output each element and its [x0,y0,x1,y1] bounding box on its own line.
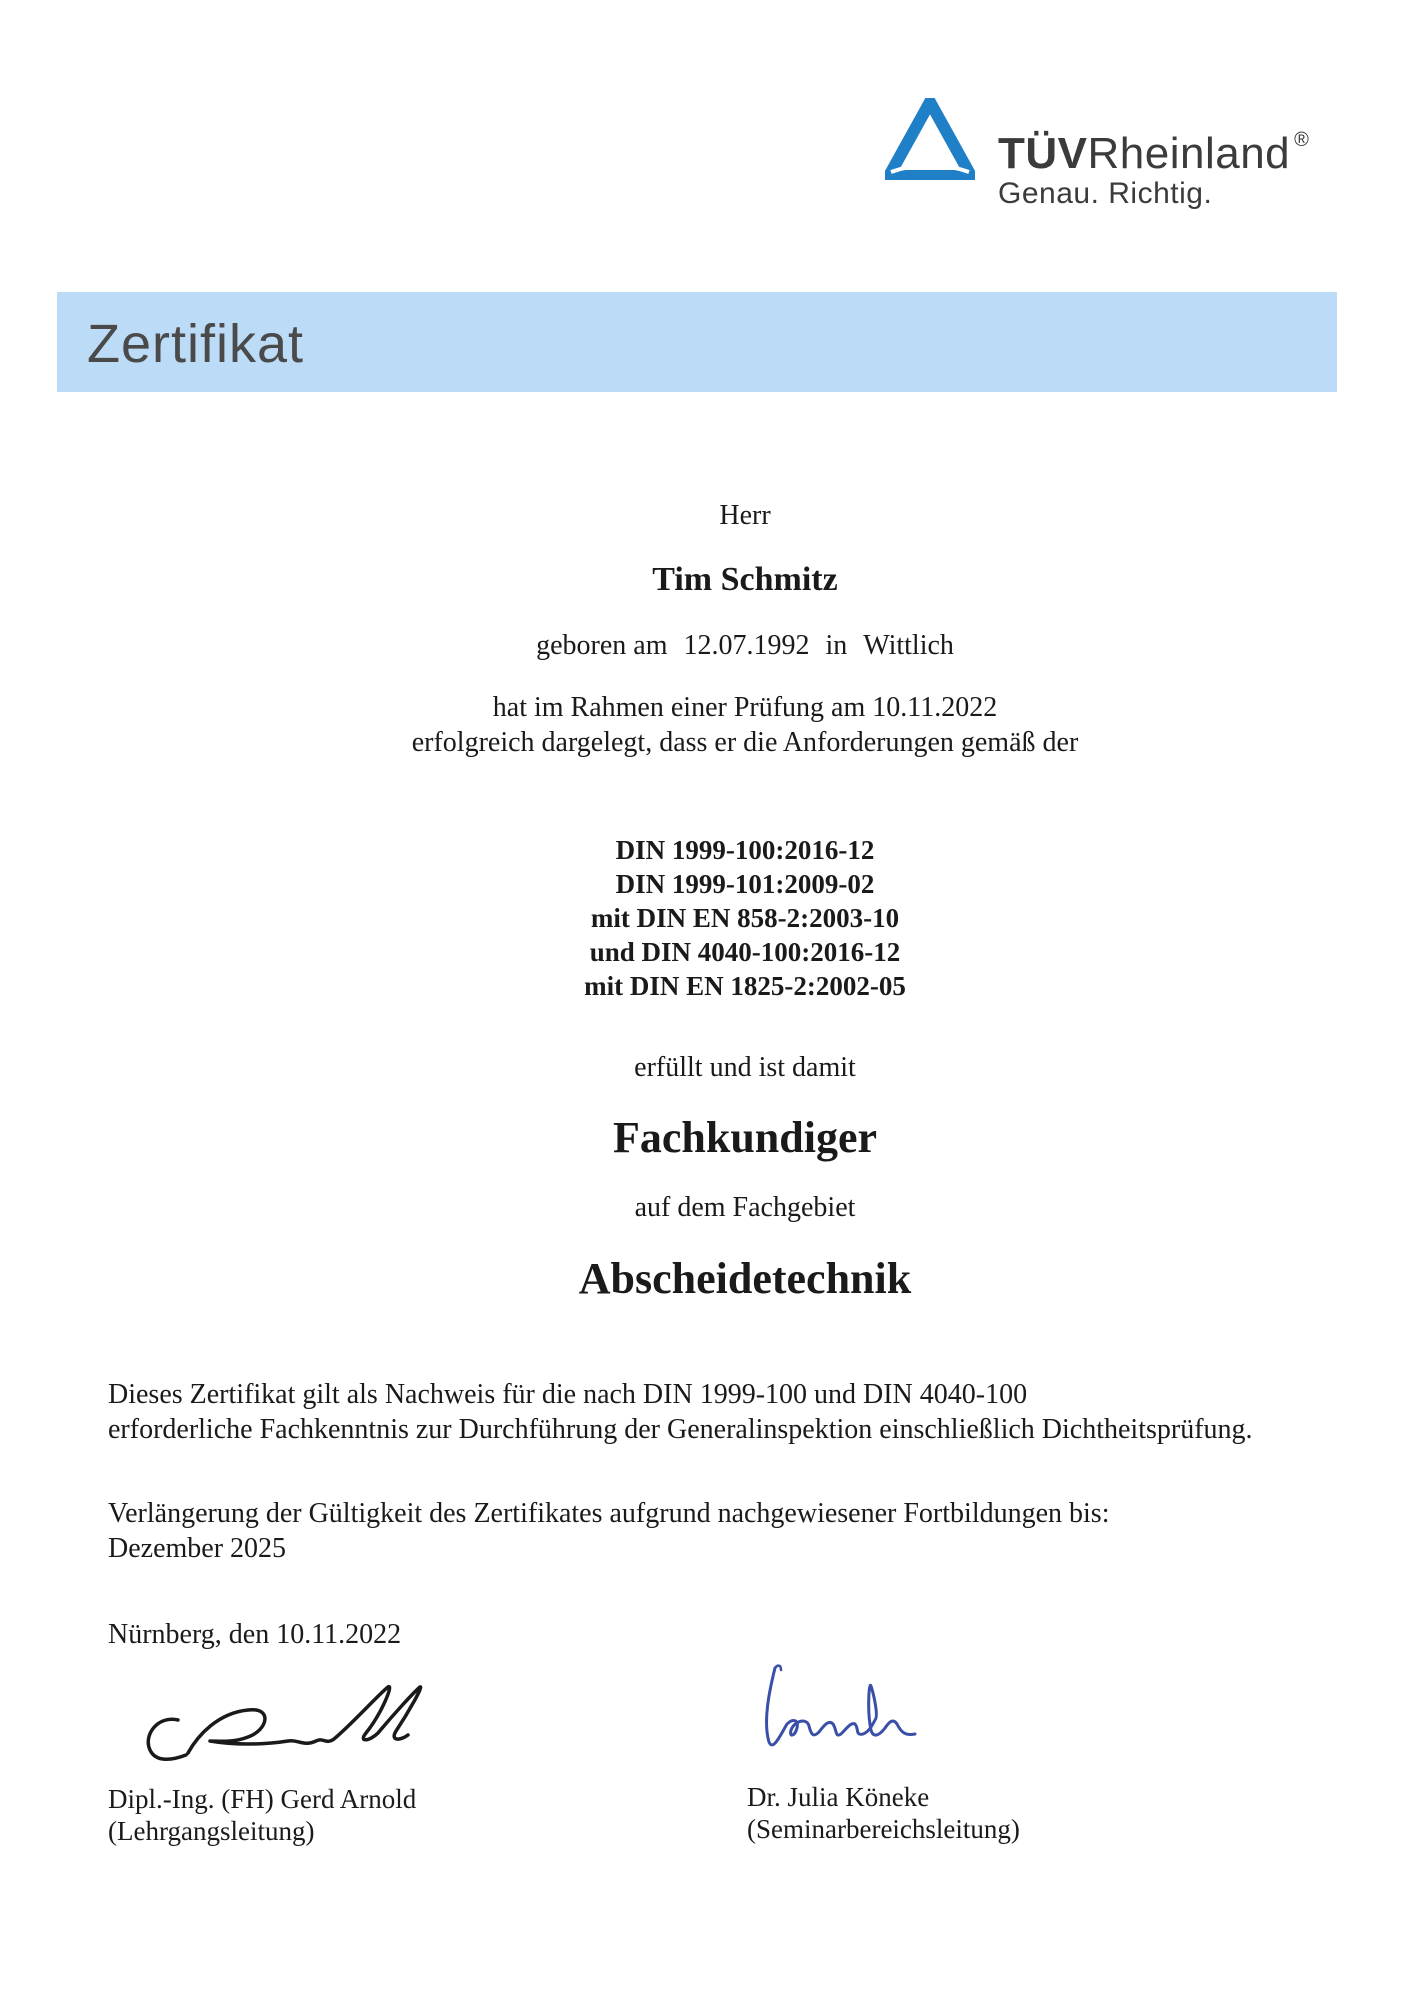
qualification-title: Fachkundiger [612,1113,878,1162]
place-date: Nürnberg, den 10.11.2022 [108,1619,402,1650]
field-label: auf dem Fachgebiet [634,1192,856,1223]
logo-wordmark [998,118,1309,176]
validity-paragraph [108,1377,1253,1447]
signer-name: Dipl.-Ing. (FH) Gerd Arnold [108,1784,417,1814]
signature-arnold [138,1675,428,1775]
certificate-title: Zertifikat [87,314,305,374]
salutation: Herr [719,500,771,531]
validity-line-1: Dieses Zertifikat gilt als Nachweis für die nach DIN 1999-100 und DIN 4040-100 [108,1379,1028,1410]
logo-claim: Genau. Richtig. [998,177,1213,210]
logo-brand-bold: TÜV [998,129,1088,178]
renewal-line-1: Verlängerung der Gültigkeit des Zertifikates aufgrund nachgewiesener Fortbildungen bis: [108,1498,1110,1529]
norm-item: DIN 1999-100:2016-12 [615,835,875,865]
norm-item: DIN 1999-101:2009-02 [615,869,875,899]
birth-place: Wittlich [863,630,954,661]
norms-list [0,833,1414,1003]
signer-koeneke [747,1781,1020,1845]
triangle-logo-icon [885,98,975,180]
renewal-paragraph [108,1496,1109,1566]
norm-item: mit DIN EN 1825-2:2002-05 [584,971,906,1001]
tuv-rheinland-logo [885,98,1345,228]
birth-date: 12.07.1992 [683,630,810,661]
in-label: in [825,630,848,661]
signer-role: (Seminarbereichsleitung) [747,1814,1020,1844]
recipient-name: Tim Schmitz [652,561,838,598]
birth-line [0,630,1414,662]
validity-line-2: erforderliche Fachkenntnis zur Durchführung der Generalinspektion einschließlich Dichtheitsprüfung. [108,1414,1253,1445]
title-banner [57,292,1337,392]
born-label: geboren am [536,630,668,661]
signer-arnold [108,1783,416,1847]
signer-name: Dr. Julia Köneke [747,1782,930,1812]
registered-mark: ® [1294,129,1310,151]
norm-item: mit DIN EN 858-2:2003-10 [590,903,900,933]
signer-role: (Lehrgangsleitung) [108,1816,315,1846]
logo-brand-rest: Rheinland [1087,129,1291,178]
statement-line-1: hat im Rahmen einer Prüfung am 10.11.2022 [492,692,998,723]
signature-koeneke [755,1662,935,1782]
field-title: Abscheidetechnik [578,1254,912,1303]
statement-line-2: erfolgreich dargelegt, dass er die Anforderungen gemäß der [411,727,1079,758]
norm-item: und DIN 4040-100:2016-12 [589,937,901,967]
renewal-line-2: Dezember 2025 [108,1533,287,1564]
statement [0,690,1414,760]
fulfils-text: erfüllt und ist damit [634,1052,856,1083]
